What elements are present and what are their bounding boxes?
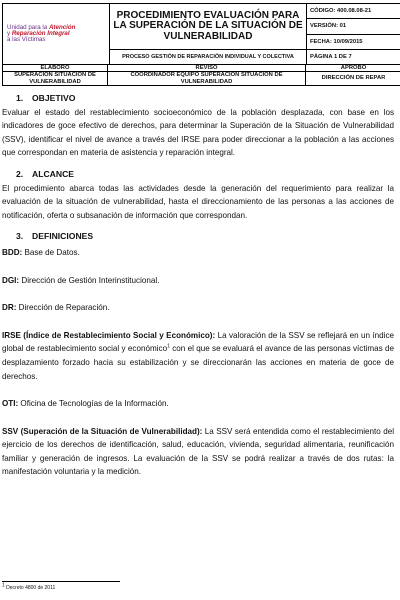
document-title-cell (110, 4, 307, 50)
section-heading-alcance: 2. ALCANCE (16, 168, 75, 179)
definition-ssv: SSV (Superación de la Situación de Vulnerabilidad): La SSV será entendida como el restablecimiento del ejercicio de los derechos de identificación, salud, educación, vivienda, seguridad alimentaria, reunificación familiar y generación de ingresos. La evaluación de la SSV se podrá realizar a través de dos rutas: la manifestación voluntaria y la medición. (2, 426, 394, 477)
definition-dgi: DGI: Dirección de Gestión Interinstitucional. (2, 275, 160, 285)
approval-table (2, 64, 400, 86)
section-heading-objetivo: 1. OBJETIVO (16, 93, 76, 103)
document-date: FECHA: 10/09/2015 (307, 34, 400, 49)
definition-dr: DR: Dirección de Reparación. (2, 303, 110, 313)
aprobo-value: DIRECCIÓN DE REPAR (306, 72, 400, 86)
process-cell (110, 49, 307, 64)
alcance-text: El procedimiento abarca todas las actividades desde la generación del requerimiento para realizar la evaluación de la situación de vulnerabilidad, hasta el direccionamiento de las personas a las acciones de notificación, oferta o subsanación de información que correspondan. (2, 183, 394, 220)
footnote-ref: 1 (167, 343, 170, 350)
document-body (2, 92, 394, 479)
elaboro-label: ELABORÓ (3, 65, 108, 72)
page-number: PÁGINA 1 DE 7 (307, 49, 400, 64)
definition-oti: OTI: Oficina de Tecnologías de la Información. (2, 399, 169, 409)
document-version: VERSIÓN: 01 (307, 19, 400, 34)
objetivo-text: Evaluar el estado del restablecimiento socioeconómico de la población desplazada, con base en los indicadores de goce efectivo de derechos, para determinar la Superación de la Situación de Vulnerabilidad (SSV), identificar el nivel de avance a través del IRSE para poder direccionar a la población a las acciones que correspondan en materia de asistencia y reparación integral. (2, 107, 394, 158)
footnote-divider (2, 581, 120, 582)
process-name: PROCESO GESTIÓN DE REPARACIÓN INDIVIDUAL Y COLECTIVA (122, 53, 294, 60)
unidad-victimas-logo: Unidad para la Atención y Reparación Integral a las Víctimas (7, 23, 76, 44)
reviso-value: COORDINADOR EQUIPO SUPERACIÓN SITUACIÓN DE VULNERABILIDAD (108, 72, 306, 86)
footnote: $^1$ Decreto 4800 de 2011 (2, 582, 56, 591)
definition-irse: IRSE (Índice de Restablecimiento Social y Económico): La valoración de la SSV se reflejará en un índice global de restablecimiento social y económico$^1$ con el que se evaluará el avance de las personas víctimas de desplazamiento forzado hacia su estabilización y se direccionarán las acciones en materia de goce de derechos. (2, 330, 394, 381)
definition-bdd: BDD: Base de Datos. (2, 247, 80, 257)
document-code: CÓDIGO: 400.08.08-21 (307, 4, 400, 19)
elaboro-value: SUPERACIÓN SITUACIÓN DE VULNERABILIDAD (3, 72, 108, 86)
section-heading-definiciones: 3. DEFINICIONES (16, 231, 94, 242)
reviso-label: REVISÓ (108, 65, 306, 72)
document-header (2, 3, 400, 65)
aprobo-label: APROBÓ (306, 65, 400, 72)
logo-cell (3, 4, 110, 65)
document-title: PROCEDIMIENTO EVALUACIÓN PARA LA SUPERACIÓN DE LA SITUACIÓN DE VULNERABILIDAD (113, 9, 303, 42)
